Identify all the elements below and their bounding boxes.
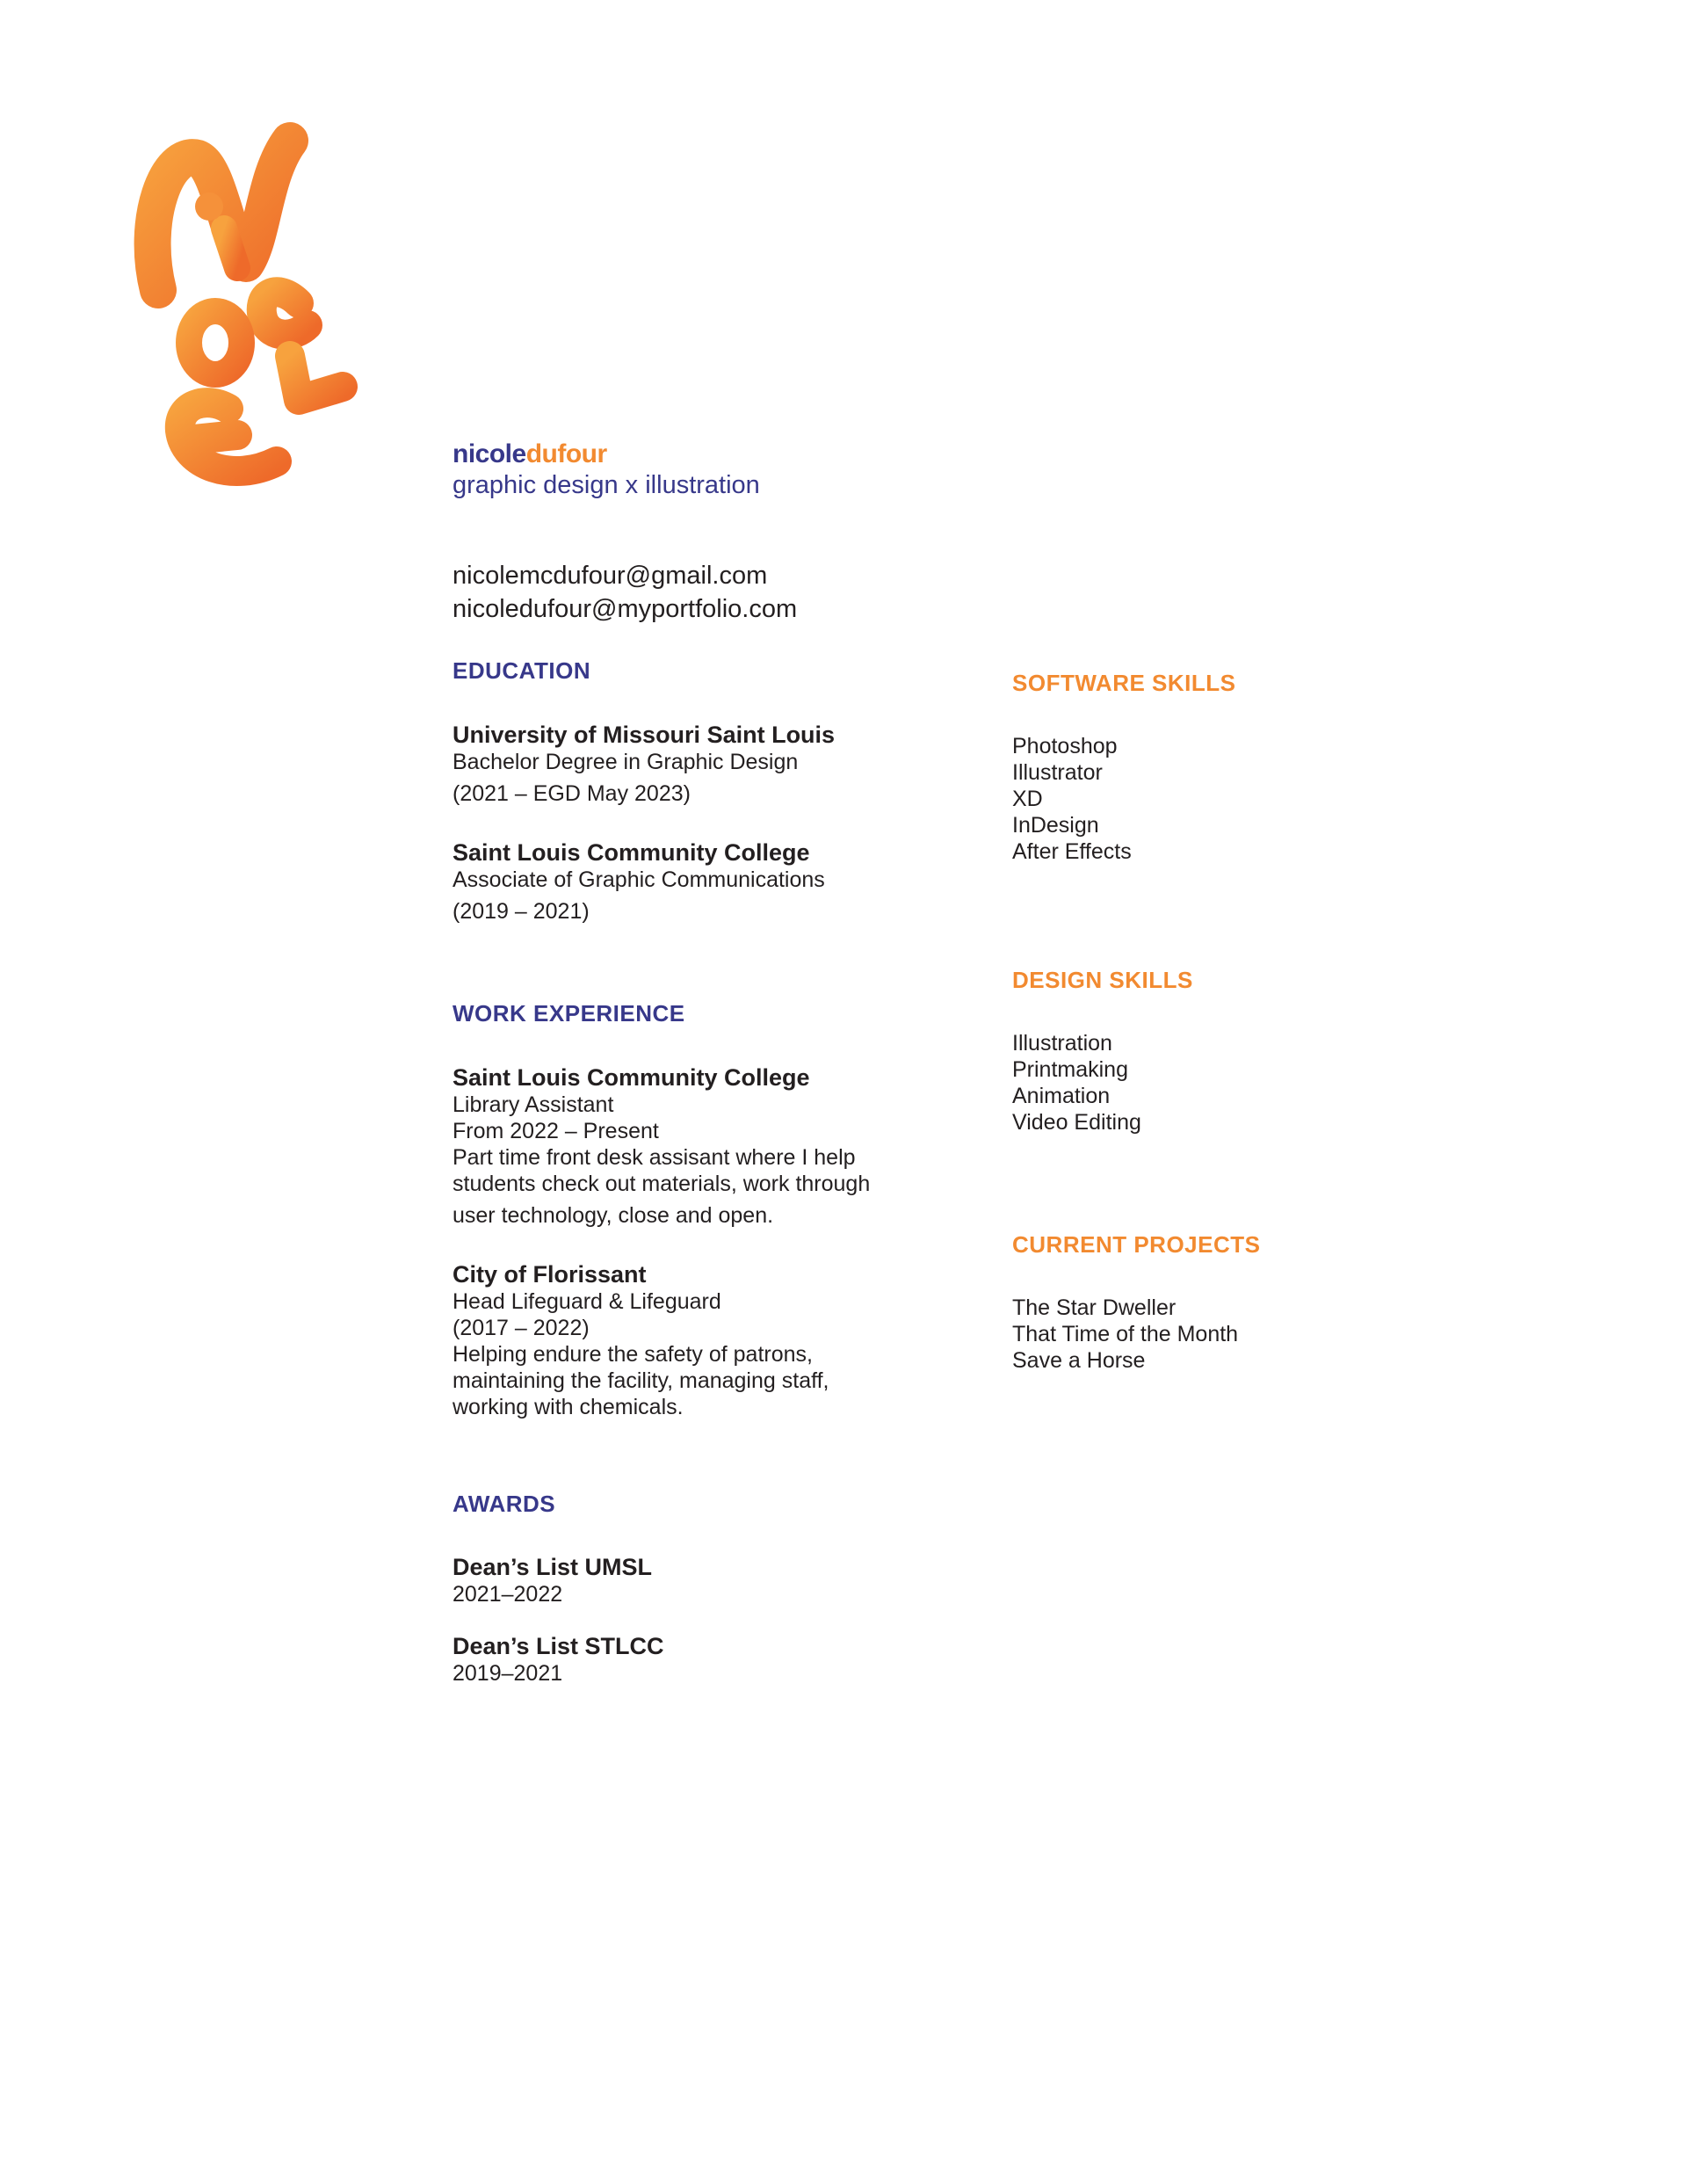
work-line: Head Lifeguard & Lifeguard	[453, 1289, 721, 1314]
email-primary[interactable]: nicolemcdufour@gmail.com	[453, 562, 768, 590]
software-skills-heading: SOFTWARE SKILLS	[1012, 670, 1236, 696]
email-portfolio[interactable]: nicoledufour@myportfolio.com	[453, 595, 798, 623]
work-line: students check out materials, work through	[453, 1172, 871, 1196]
work-line: From 2022 – Present	[453, 1119, 659, 1143]
work-line: maintaining the facility, managing staff,	[453, 1368, 829, 1393]
list-item: Save a Horse	[1012, 1348, 1146, 1373]
award-name: Dean’s List UMSL	[453, 1554, 653, 1580]
list-item: That Time of the Month	[1012, 1322, 1239, 1346]
list-item: The Star Dweller	[1012, 1295, 1177, 1320]
design-skills-list	[1012, 1030, 1141, 1136]
education-entry	[453, 721, 835, 807]
design-skills-heading: DESIGN SKILLS	[1012, 967, 1193, 993]
list-item: Illustrator	[1012, 760, 1103, 785]
list-item: Illustration	[1012, 1031, 1112, 1056]
work-line: Part time front desk assisant where I help	[453, 1145, 856, 1170]
contact-emails	[453, 559, 797, 626]
first-name: nicole	[453, 439, 526, 468]
school-name: University of Missouri Saint Louis	[453, 722, 836, 748]
list-item: Video Editing	[1012, 1110, 1141, 1135]
list-item: Photoshop	[1012, 734, 1118, 758]
work-line: user technology, close and open.	[453, 1203, 774, 1228]
employer: City of Florissant	[453, 1261, 647, 1288]
name-heading	[453, 439, 607, 469]
award-dates: 2021–2022	[453, 1582, 563, 1607]
software-skills-list	[1012, 733, 1132, 865]
list-item: Printmaking	[1012, 1057, 1128, 1082]
work-line: working with chemicals.	[453, 1395, 684, 1419]
award-name: Dean’s List STLCC	[453, 1633, 664, 1659]
list-item: XD	[1012, 787, 1043, 811]
work-entry	[453, 1063, 870, 1229]
tagline: graphic design x illustration	[453, 471, 760, 499]
degree: Associate of Graphic Communications	[453, 867, 825, 892]
award-entry	[453, 1632, 664, 1687]
list-item: InDesign	[1012, 813, 1099, 838]
education-entry	[453, 838, 825, 925]
dates: (2021 – EGD May 2023)	[453, 781, 691, 806]
work-heading: WORK EXPERIENCE	[453, 1000, 685, 1027]
logo-artwork	[132, 114, 369, 492]
last-name: dufour	[525, 439, 607, 468]
award-entry	[453, 1553, 652, 1607]
current-projects-heading: CURRENT PROJECTS	[1012, 1231, 1261, 1258]
dates: (2019 – 2021)	[453, 899, 590, 924]
work-line: Helping endure the safety of patrons,	[453, 1342, 813, 1367]
list-item: Animation	[1012, 1084, 1111, 1108]
school-name: Saint Louis Community College	[453, 839, 810, 866]
awards-heading: AWARDS	[453, 1491, 556, 1517]
degree: Bachelor Degree in Graphic Design	[453, 750, 799, 774]
current-projects-list	[1012, 1295, 1238, 1374]
employer: Saint Louis Community College	[453, 1064, 810, 1091]
list-item: After Effects	[1012, 839, 1132, 864]
award-dates: 2019–2021	[453, 1661, 563, 1686]
work-line: (2017 – 2022)	[453, 1316, 590, 1340]
work-line: Library Assistant	[453, 1092, 614, 1117]
education-heading: EDUCATION	[453, 657, 591, 684]
work-entry	[453, 1260, 829, 1420]
nicole-logo	[132, 114, 369, 492]
